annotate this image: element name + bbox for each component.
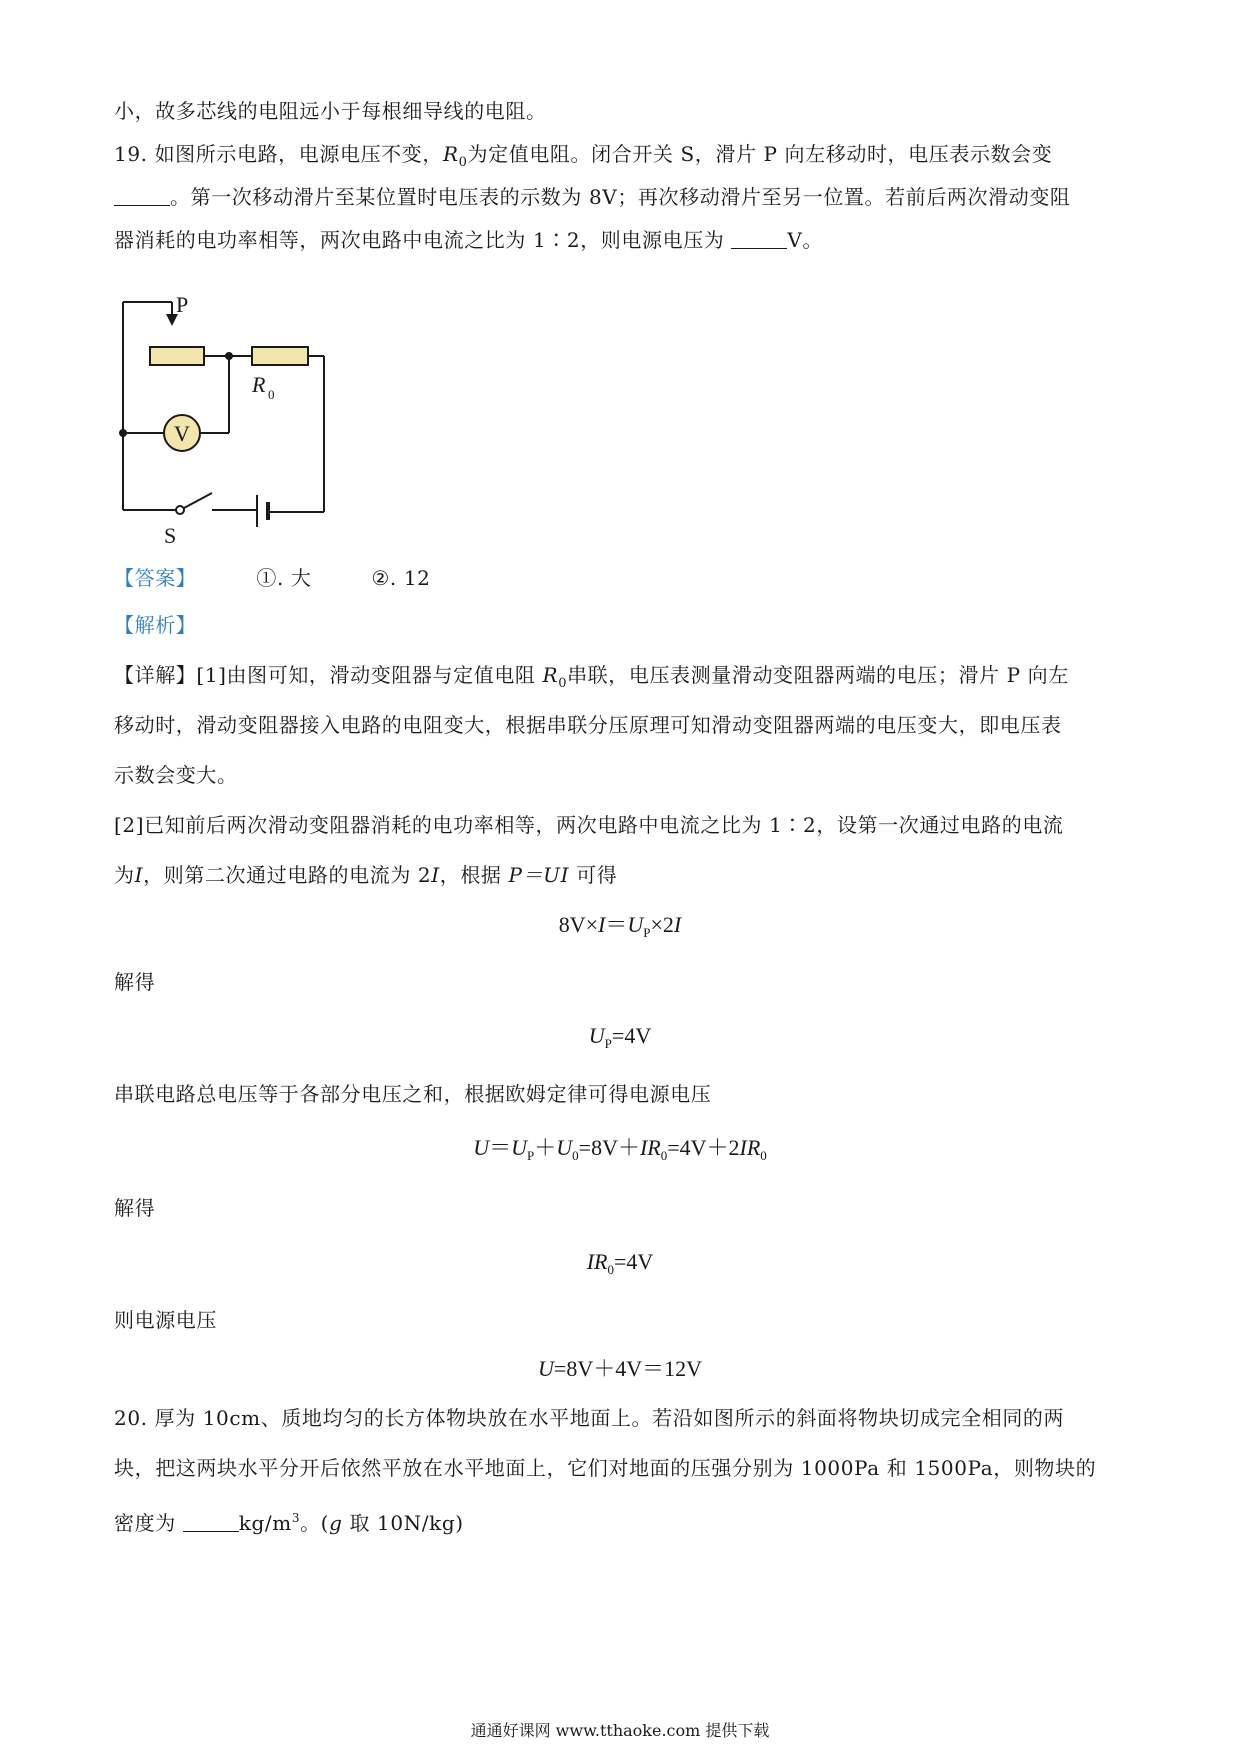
series-text: 串联电路总电压等于各部分电压之和，根据欧姆定律可得电源电压: [114, 1082, 712, 1106]
q20-text: 密度为: [114, 1511, 176, 1535]
equation-1: [0, 910, 1240, 948]
q20-line-2: 块，把这两块水平分开后依然平放在水平地面上，它们对地面的压强分别为 1000Pa 和 1500Pa，则物块的: [114, 1456, 1097, 1480]
r-symbol: R: [542, 663, 559, 687]
q19-line-1: [114, 140, 1052, 177]
detail-line-4: [2]已知前后两次滑动变阻器消耗的电功率相等，两次电路中电流之比为 1∶2，设第一次通过电路的电流: [114, 813, 1064, 837]
equation-4: [0, 1247, 1240, 1285]
answer-1: ①. 大: [256, 566, 312, 590]
page-footer: 通通好课网 www.tthaoke.com 提供下载: [470, 1721, 770, 1740]
eq-part: =4V: [611, 1023, 652, 1048]
q19-text-a: 如图所示电路，电源电压不变，: [154, 142, 443, 166]
eq-part: I: [673, 912, 682, 937]
solve-label-1: 解得: [114, 970, 156, 994]
q20-unit-sup: 3: [291, 1511, 301, 1525]
solve-label-2: 解得: [114, 1196, 156, 1220]
answer-blank-1: [114, 185, 170, 206]
eq-part: ×2: [650, 912, 674, 937]
eq-part: U: [556, 1135, 573, 1160]
eq-part: ＝: [605, 912, 628, 937]
eq-sub: 0: [660, 1148, 668, 1163]
r-symbol: R: [442, 142, 459, 166]
answer-tag: 【答案】: [114, 566, 197, 590]
label-p: P: [176, 292, 189, 317]
eq-sub: 0: [607, 1262, 614, 1277]
then-text: 则电源电压: [114, 1308, 217, 1332]
label-r-sub: 0: [268, 387, 275, 402]
q19-line-2: [114, 183, 1071, 211]
label-s: S: [164, 523, 177, 548]
switch-contact: [176, 506, 184, 514]
eq-part: U: [511, 1135, 528, 1160]
eq-sub: P: [643, 925, 651, 940]
detail-line-1: [114, 661, 1069, 698]
q19-text-3a: 器消耗的电功率相等，两次电路中电流之比为 1∶2，则电源电压为: [114, 228, 725, 252]
eq-sub: 0: [572, 1148, 579, 1163]
eq-sub: 0: [760, 1148, 767, 1163]
equation-2: [0, 1021, 1240, 1059]
q20-line-1: 20. 厚为 10cm、质地均匀的长方体物块放在水平地面上。若沿如图所示的斜面将物块切成完全相同的两: [114, 1406, 1065, 1430]
eq-part: =8V＋: [578, 1135, 640, 1160]
continuation-line: 小，故多芯线的电阻远小于每根细导线的电阻。: [114, 99, 547, 123]
equation-5: [0, 1354, 1240, 1384]
r-subscript: 0: [558, 676, 568, 691]
equation-3: [0, 1133, 1240, 1171]
answer-2: ②. 12: [371, 566, 431, 590]
detail-line-2: 移动时，滑动变阻器接入电路的电阻变大，根据串联分压原理可知滑动变阻器两端的电压变大，即电压表: [114, 713, 1062, 737]
detail-line-5: [114, 861, 617, 889]
q20-unit: kg/m: [238, 1511, 292, 1535]
eq-part: ＋: [534, 1135, 557, 1160]
eq-part: U: [473, 1135, 490, 1160]
detail-text-1a: [1]由图可知，滑动变阻器与定值电阻: [196, 663, 536, 687]
detail-text: 可得: [576, 863, 618, 887]
label-r: R: [252, 372, 266, 397]
q19-text-b: 为定值电阻。闭合开关 S，滑片 P 向左移动时，电压表示数会变: [467, 142, 1053, 166]
q20-text: 取 10N/kg): [349, 1511, 464, 1535]
detail-tag: 【详解】: [114, 663, 197, 687]
label-v: V: [174, 421, 190, 446]
eq-part: 8V×: [558, 912, 599, 937]
detail-text: ，根据: [439, 863, 502, 887]
gravity-symbol: g: [329, 1511, 343, 1535]
q19-text-3b: V。: [787, 228, 824, 252]
eq-part: IR: [639, 1135, 661, 1160]
q20-text: 。(: [300, 1511, 330, 1535]
circuit-diagram: [100, 268, 340, 553]
eq-part: IR: [739, 1135, 761, 1160]
q20-line-3: [114, 1504, 464, 1537]
eq-part: IR: [586, 1249, 608, 1274]
q19-number: 19.: [114, 142, 148, 166]
power-formula: P＝UI: [508, 863, 570, 887]
eq-part: ＝: [489, 1135, 512, 1160]
junction-dot: [225, 352, 233, 360]
eq-part: =4V: [613, 1249, 654, 1274]
current-symbol: I: [134, 863, 144, 887]
answer-blank-2: [731, 228, 787, 249]
answer-line: [114, 564, 431, 592]
q19-line-3: [114, 226, 823, 254]
resistor-r0: [252, 347, 308, 365]
answer-blank-3: [183, 1511, 239, 1532]
eq-sub: P: [527, 1148, 535, 1163]
q19-text-2: 。第一次移动滑片至某位置时电压表的示数为 8V；再次移动滑片至另一位置。若前后两次滑动变阻: [170, 185, 1071, 209]
rheostat: [150, 347, 204, 365]
eq-sub: P: [604, 1036, 612, 1051]
eq-part: =8V＋4V＝12V: [553, 1356, 702, 1381]
r-subscript: 0: [458, 155, 468, 170]
eq-part: I: [598, 912, 606, 937]
detail-line-3: 示数会变大。: [114, 763, 238, 787]
junction-dot: [119, 429, 127, 437]
eq-part: U: [627, 912, 644, 937]
eq-part: U: [538, 1356, 554, 1381]
current-symbol: I: [431, 863, 440, 887]
analysis-tag: 【解析】: [114, 613, 197, 637]
detail-text: 为: [114, 863, 135, 887]
detail-text-1b: 串联，电压表测量滑动变阻器两端的电压；滑片 P 向左: [567, 663, 1069, 687]
eq-part: U: [588, 1023, 605, 1048]
detail-text: ，则第二次通过电路的电流为 2: [143, 863, 432, 887]
eq-part: =4V＋2: [667, 1135, 740, 1160]
